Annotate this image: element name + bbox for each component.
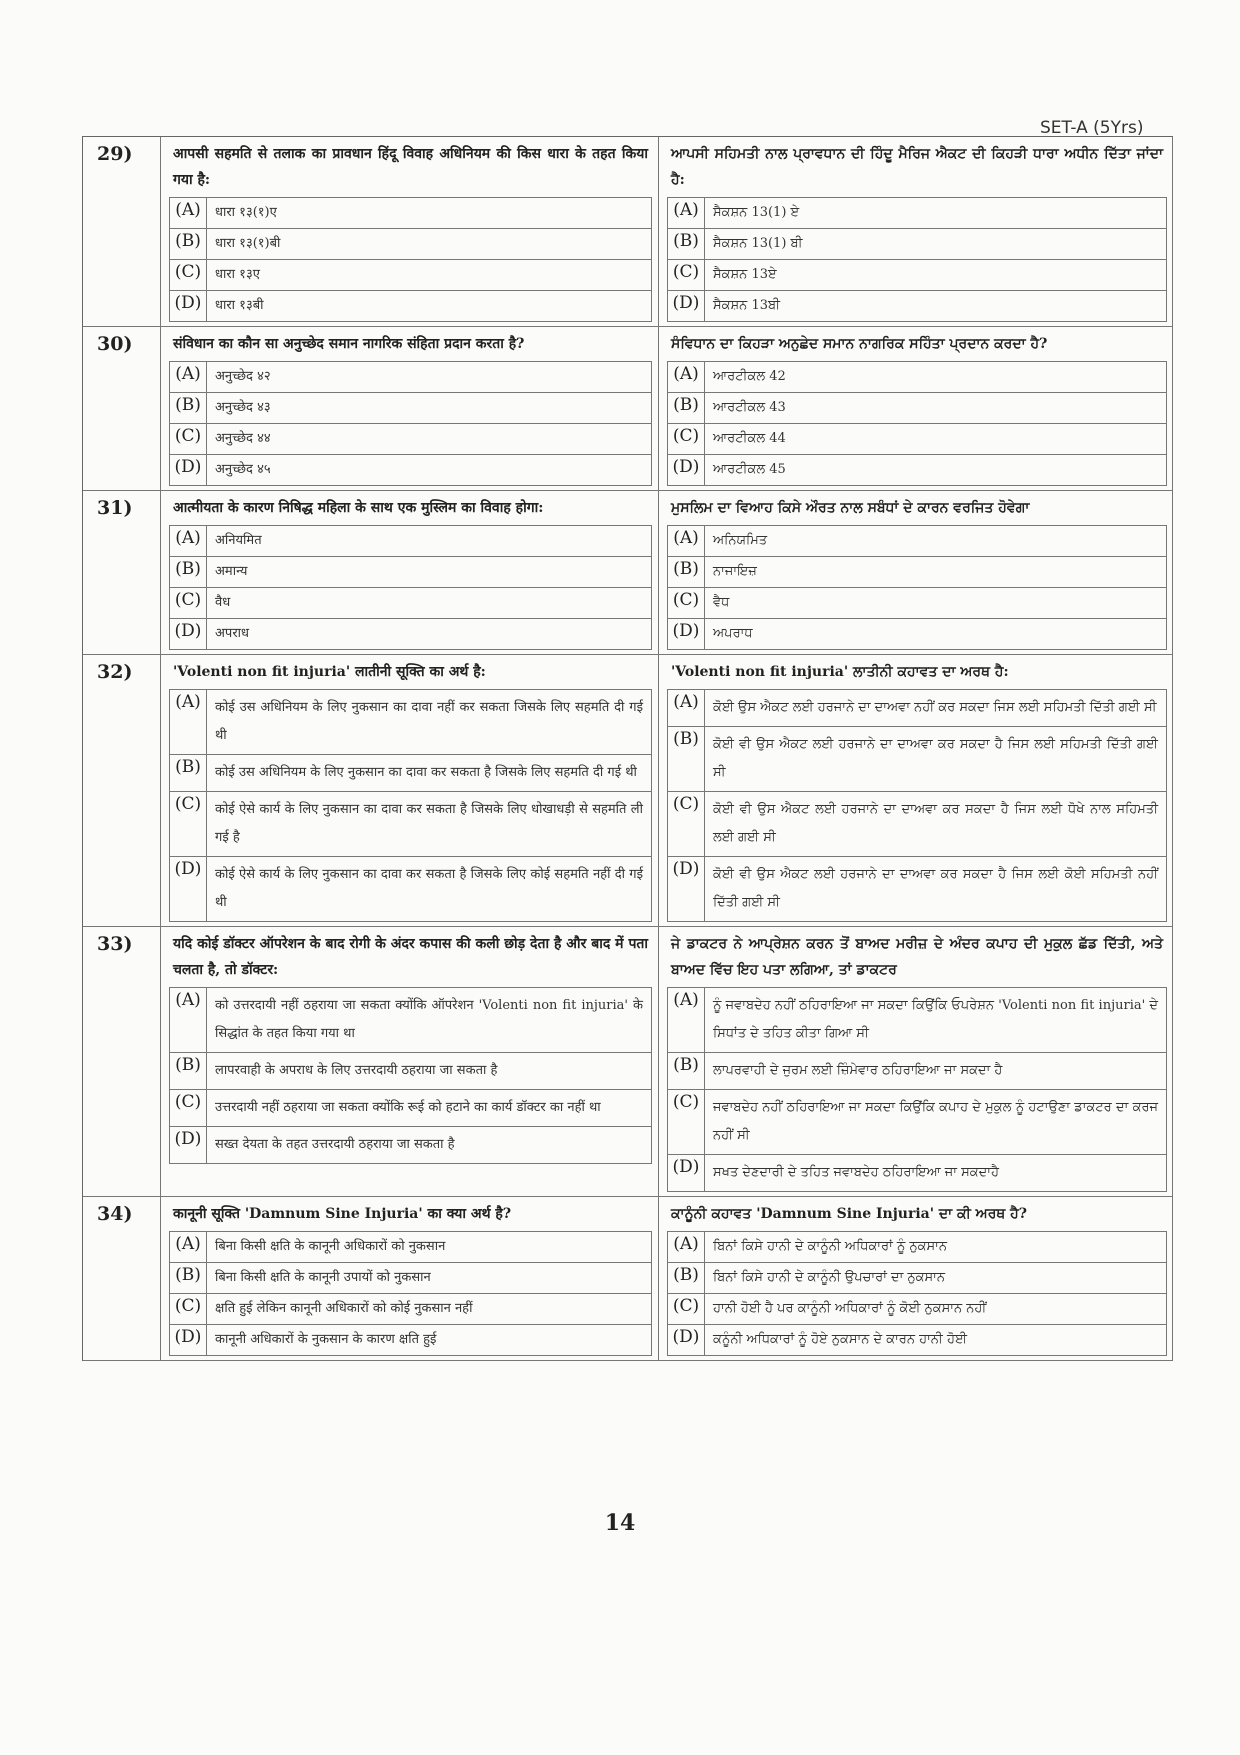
question-number: 30) xyxy=(83,327,161,490)
question-row xyxy=(83,327,1173,491)
option-row xyxy=(169,1231,652,1262)
option-label: (A) xyxy=(170,988,207,1052)
option-row xyxy=(667,259,1167,290)
hindi-column xyxy=(161,655,659,926)
option-row xyxy=(169,197,652,228)
option-text: ਕੋਈ ਵੀ ਉਸ ਐਕਟ ਲਈ ਹਰਜਾਨੇ ਦਾ ਦਾਅਵਾ ਕਰ ਸਕਦਾ ਹੈ ਜਿਸ ਲਈ ਸਹਿਮਤੀ ਦਿੱਤੀ ਗਈ ਸੀ xyxy=(713,737,1158,780)
option-row xyxy=(169,1293,652,1324)
option-label: (D) xyxy=(170,291,207,321)
option-row xyxy=(169,556,652,587)
option-label: (C) xyxy=(668,1294,705,1324)
option-text: ਹਾਨੀ ਹੋਈ ਹੈ ਪਰ ਕਾਨੂੰਨੀ ਅਧਿਕਾਰਾਂ ਨੂੰ ਕੋਈ ਨੁਕਸਾਨ ਨਹੀਂ xyxy=(713,1301,987,1316)
option-row xyxy=(169,587,652,618)
option-label: (A) xyxy=(170,1232,207,1262)
option-row xyxy=(667,556,1167,587)
options-list xyxy=(169,1231,652,1356)
options-list xyxy=(667,987,1167,1192)
option-row xyxy=(667,228,1167,259)
option-label: (B) xyxy=(170,1053,207,1089)
hindi-column xyxy=(161,491,659,654)
option-row xyxy=(169,1052,652,1089)
question-number: 34) xyxy=(83,1197,161,1360)
punjabi-column xyxy=(659,927,1173,1196)
option-label: (A) xyxy=(170,690,207,754)
option-label: (D) xyxy=(170,455,207,485)
options-list xyxy=(169,987,652,1164)
option-row xyxy=(169,361,652,392)
option-label: (C) xyxy=(170,260,207,290)
option-text: ਕਨੂੰਨੀ ਅਧਿਕਾਰਾਂ ਨੂੰ ਹੋਏ ਨੁਕਸਾਨ ਦੇ ਕਾਰਨ ਹਾਨੀ ਹੋਈ xyxy=(713,1332,968,1347)
question-stem: आपसी सहमति से तलाक का प्रावधान हिंदू विवाह अधिनियम की किस धारा के तहत किया गया है: xyxy=(173,146,648,188)
option-text: अनुच्छेद ४२ xyxy=(215,369,271,384)
option-label: (D) xyxy=(668,857,705,921)
option-label: (C) xyxy=(668,588,705,618)
option-label: (B) xyxy=(170,755,207,791)
option-row xyxy=(667,987,1167,1052)
option-label: (B) xyxy=(668,393,705,423)
option-row xyxy=(667,1262,1167,1293)
option-text: कानूनी अधिकारों के नुकसान के कारण क्षति हुई xyxy=(215,1332,437,1347)
option-text: ਨਾਜਾਇਜ਼ xyxy=(713,564,757,579)
question-number: 31) xyxy=(83,491,161,654)
option-text: ਅਨਿਯਮਿਤ xyxy=(713,533,768,548)
option-row xyxy=(667,856,1167,921)
question-stem: 'Volenti non fit injuria' ਲਾਤੀਨੀ ਕਹਾਵਤ ਦਾ ਅਰਥ ਹੈ: xyxy=(671,664,1009,680)
hindi-column xyxy=(161,137,659,326)
option-text: अनुच्छेद ४३ xyxy=(215,400,271,415)
option-label: (D) xyxy=(170,857,207,921)
option-label: (A) xyxy=(668,690,705,726)
option-label: (C) xyxy=(170,588,207,618)
option-row xyxy=(667,1324,1167,1355)
option-text: लापरवाही के अपराध के लिए उत्तरदायी ठहराया जा सकता है xyxy=(215,1063,498,1078)
option-label: (A) xyxy=(170,362,207,392)
option-text: अपराध xyxy=(215,626,249,641)
page-number: 14 xyxy=(604,1510,636,1536)
option-text: ਕੋਈ ਵੀ ਉਸ ਐਕਟ ਲਈ ਹਰਜਾਨੇ ਦਾ ਦਾਅਵਾ ਕਰ ਸਕਦਾ ਹੈ ਜਿਸ ਲਈ ਕੋਈ ਸਹਿਮਤੀ ਨਹੀਂ ਦਿੱਤੀ ਗਈ ਸੀ xyxy=(713,867,1158,910)
option-label: (D) xyxy=(668,619,705,649)
option-text: धारा १३बी xyxy=(215,298,264,313)
option-text: ਸੈਕਸ਼ਨ 13ਏ xyxy=(713,267,777,282)
option-text: कोई ऐसे कार्य के लिए नुकसान का दावा कर सकता है जिसके लिए कोई सहमति नहीं दी गई थी xyxy=(215,867,643,910)
options-list xyxy=(667,197,1167,322)
option-label: (C) xyxy=(170,424,207,454)
option-label: (D) xyxy=(668,455,705,485)
option-text: सख्त देयता के तहत उत्तरदायी ठहराया जा सकता है xyxy=(215,1137,455,1152)
options-list xyxy=(169,525,652,650)
option-label: (B) xyxy=(668,1053,705,1089)
question-stem: ਸੰਵਿਧਾਨ ਦਾ ਕਿਹੜਾ ਅਨੁਛੇਦ ਸਮਾਨ ਨਾਗਰਿਕ ਸਹਿੰਤਾ ਪ੍ਰਦਾਨ ਕਰਦਾ ਹੈ? xyxy=(671,336,1048,352)
option-label: (A) xyxy=(668,198,705,228)
option-row xyxy=(667,726,1167,791)
option-row xyxy=(667,392,1167,423)
punjabi-column xyxy=(659,491,1173,654)
option-row xyxy=(169,618,652,649)
option-row xyxy=(667,1231,1167,1262)
option-text: वैध xyxy=(215,595,231,610)
option-text: को उत्तरदायी नहीं ठहराया जा सकता क्योंकि ऑपरेशन 'Volenti non fit injuria' के सिद्धांत के तहत किया गया था xyxy=(215,998,643,1041)
question-stem: आत्मीयता के कारण निषिद्ध महिला के साथ एक मुस्लिम का विवाह होगा: xyxy=(173,500,544,516)
option-row xyxy=(169,1324,652,1355)
option-text: ਆਰਟੀਕਲ 45 xyxy=(713,462,786,477)
option-text: ਕੋਈ ਵੀ ਉਸ ਐਕਟ ਲਈ ਹਰਜਾਨੇ ਦਾ ਦਾਅਵਾ ਕਰ ਸਕਦਾ ਹੈ ਜਿਸ ਲਈ ਧੋਖੇ ਨਾਲ ਸਹਿਮਤੀ ਲਈ ਗਈ ਸੀ xyxy=(713,802,1158,845)
question-stem: ਆਪਸੀ ਸਹਿਮਤੀ ਨਾਲ ਪ੍ਰਾਵਧਾਨ ਦੀ ਹਿੰਦੂ ਮੈਰਿਜ ਐਕਟ ਦੀ ਕਿਹੜੀ ਧਾਰਾ ਅਧੀਨ ਦਿੱਤਾ ਜਾਂਦਾ ਹੈ: xyxy=(671,146,1163,188)
question-number: 29) xyxy=(83,137,161,326)
option-label: (B) xyxy=(170,557,207,587)
question-stem: 'Volenti non fit injuria' लातीनी सूक्ति का अर्थ है: xyxy=(173,664,486,680)
option-text: ਜਵਾਬਦੇਹ ਨਹੀਂ ਠਹਿਰਾਇਆ ਜਾ ਸਕਦਾ ਕਿਉਂਕਿ ਕਪਾਹ ਦੇ ਮੁਕੁਲ ਨੂੰ ਹਟਾਉਣਾ ਡਾਕਟਰ ਦਾ ਕਰਜ ਨਹੀਂ ਸੀ xyxy=(713,1100,1159,1143)
option-text: बिना किसी क्षति के कानूनी उपायों को नुकसान xyxy=(215,1270,431,1285)
option-row xyxy=(667,290,1167,321)
option-text: उत्तरदायी नहीं ठहराया जा सकता क्योंकि रूई को हटाने का कार्य डॉक्टर का नहीं था xyxy=(215,1100,601,1115)
option-text: ਸੈਕਸ਼ਨ 13(1) ਬੀ xyxy=(713,236,803,251)
options-list xyxy=(169,361,652,486)
option-row xyxy=(667,1293,1167,1324)
option-text: अनुच्छेद ४४ xyxy=(215,431,271,446)
option-text: ਆਰਟੀਕਲ 44 xyxy=(713,431,786,446)
option-text: ਬਿਨਾਂ ਕਿਸੇ ਹਾਨੀ ਦੇ ਕਾਨੂੰਨੀ ਉਪਚਾਰਾਂ ਦਾ ਨੁਕਸਾਨ xyxy=(713,1270,945,1285)
option-label: (D) xyxy=(668,1325,705,1355)
option-label: (B) xyxy=(170,393,207,423)
option-text: ਲਾਪਰਵਾਹੀ ਦੇ ਜੁਰਮ ਲਈ ਜ਼ਿੰਮੇਵਾਰ ਠਹਿਰਾਇਆ ਜਾ ਸਕਦਾ ਹੈ xyxy=(713,1063,1003,1078)
question-stem: यदि कोई डॉक्टर ऑपरेशन के बाद रोगी के अंदर कपास की कली छोड़ देता है और बाद में पता चलता है, तो डॉक्टर: xyxy=(173,936,648,978)
option-label: (A) xyxy=(668,526,705,556)
punjabi-column xyxy=(659,1197,1173,1360)
option-row xyxy=(169,259,652,290)
option-text: धारा १३(१)बी xyxy=(215,236,281,251)
option-row xyxy=(667,1052,1167,1089)
question-row xyxy=(83,1197,1173,1361)
option-text: ਆਰਟੀਕਲ 43 xyxy=(713,400,786,415)
options-list xyxy=(169,197,652,322)
option-text: ਅਪਰਾਧ xyxy=(713,626,753,641)
option-text: ਸੈਕਸ਼ਨ 13ਬੀ xyxy=(713,298,781,313)
option-row xyxy=(169,856,652,921)
option-text: क्षति हुई लेकिन कानूनी अधिकारों को कोई नुकसान नहीं xyxy=(215,1301,473,1316)
option-row xyxy=(169,228,652,259)
option-row xyxy=(169,392,652,423)
option-label: (D) xyxy=(170,1325,207,1355)
option-text: ਕੋਈ ਉਸ ਐਕਟ ਲਈ ਹਰਜਾਨੇ ਦਾ ਦਾਅਵਾ ਨਹੀਂ ਕਰ ਸਕਦਾ ਜਿਸ ਲਈ ਸਹਿਮਤੀ ਦਿੱਤੀ ਗਈ ਸੀ xyxy=(713,700,1157,715)
option-label: (C) xyxy=(668,260,705,290)
option-label: (B) xyxy=(668,557,705,587)
punjabi-column xyxy=(659,327,1173,490)
option-row xyxy=(169,791,652,856)
option-text: ਸੈਕਸ਼ਨ 13(1) ਏ xyxy=(713,205,800,220)
option-label: (B) xyxy=(668,727,705,791)
option-row xyxy=(169,1089,652,1126)
punjabi-column xyxy=(659,137,1173,326)
question-table xyxy=(82,136,1173,1361)
set-label: SET-A (5Yrs) xyxy=(1040,118,1144,138)
option-label: (C) xyxy=(668,1090,705,1154)
option-text: कोई उस अधिनियम के लिए नुकसान का दावा नहीं कर सकता जिसके लिए सहमति दी गई थी xyxy=(215,700,643,743)
option-label: (A) xyxy=(668,988,705,1052)
option-label: (D) xyxy=(170,619,207,649)
option-label: (B) xyxy=(668,229,705,259)
question-row xyxy=(83,137,1173,327)
option-row xyxy=(169,754,652,791)
option-label: (C) xyxy=(170,792,207,856)
option-row xyxy=(667,423,1167,454)
option-label: (B) xyxy=(170,1263,207,1293)
option-row xyxy=(169,525,652,556)
option-label: (A) xyxy=(668,1232,705,1262)
option-row xyxy=(169,423,652,454)
option-row xyxy=(169,689,652,754)
option-text: धारा १३ए xyxy=(215,267,260,282)
option-label: (C) xyxy=(668,424,705,454)
options-list xyxy=(169,689,652,922)
option-label: (A) xyxy=(668,362,705,392)
option-row xyxy=(667,587,1167,618)
option-row xyxy=(169,1262,652,1293)
question-stem: ਮੁਸਲਿਮ ਦਾ ਵਿਆਹ ਕਿਸੇ ਔਰਤ ਨਾਲ ਸਬੰਧਾਂ ਦੇ ਕਾਰਨ ਵਰਜਿਤ ਹੋਵੇਗਾ xyxy=(671,500,1030,516)
option-label: (D) xyxy=(170,1127,207,1163)
question-stem: कानूनी सूक्ति 'Damnum Sine Injuria' का क्या अर्थ है? xyxy=(173,1206,512,1222)
option-row xyxy=(169,1126,652,1163)
option-row xyxy=(169,987,652,1052)
question-number: 32) xyxy=(83,655,161,926)
question-row xyxy=(83,491,1173,655)
option-label: (A) xyxy=(170,526,207,556)
option-label: (D) xyxy=(668,1155,705,1191)
option-label: (C) xyxy=(668,792,705,856)
options-list xyxy=(667,361,1167,486)
options-list xyxy=(667,1231,1167,1356)
option-text: कोई उस अधिनियम के लिए नुकसान का दावा कर सकता है जिसके लिए सहमति दी गई थी xyxy=(215,765,637,780)
option-row xyxy=(667,689,1167,726)
question-row xyxy=(83,655,1173,927)
question-row xyxy=(83,927,1173,1197)
option-row xyxy=(667,1154,1167,1191)
option-text: ਵੈਧ xyxy=(713,595,730,610)
option-row xyxy=(667,361,1167,392)
question-number: 33) xyxy=(83,927,161,1196)
hindi-column xyxy=(161,327,659,490)
question-stem: संविधान का कौन सा अनुच्छेद समान नागरिक संहिता प्रदान करता है? xyxy=(173,336,525,352)
hindi-column xyxy=(161,1197,659,1360)
option-text: ਨੂੰ ਜਵਾਬਦੇਹ ਨਹੀਂ ਠਹਿਰਾਇਆ ਜਾ ਸਕਦਾ ਕਿਉਂਕਿ ਓਪਰੇਸ਼ਨ 'Volenti non fit injuria' ਦੇ ਸਿਧਾਂਤ ਦੇ ਤਹਿਤ ਕੀਤਾ ਗਿਆ ਸੀ xyxy=(713,998,1158,1041)
option-text: कोई ऐसे कार्य के लिए नुकसान का दावा कर सकता है जिसके लिए धोखाधड़ी से सहमति ली गई है xyxy=(215,802,643,845)
option-row xyxy=(667,618,1167,649)
option-row xyxy=(667,791,1167,856)
option-label: (D) xyxy=(668,291,705,321)
option-text: अमान्य xyxy=(215,564,248,579)
option-label: (B) xyxy=(668,1263,705,1293)
option-row xyxy=(667,525,1167,556)
option-row xyxy=(169,290,652,321)
hindi-column xyxy=(161,927,659,1196)
option-label: (C) xyxy=(170,1294,207,1324)
option-text: बिना किसी क्षति के कानूनी अधिकारों को नुकसान xyxy=(215,1239,446,1254)
option-text: अनियमित xyxy=(215,533,262,548)
options-list xyxy=(667,525,1167,650)
option-text: अनुच्छेद ४५ xyxy=(215,462,271,477)
question-stem: ਕਾਨੂੰਨੀ ਕਹਾਵਤ 'Damnum Sine Injuria' ਦਾ ਕੀ ਅਰਥ ਹੈ? xyxy=(671,1206,1027,1222)
option-label: (A) xyxy=(170,198,207,228)
option-text: ਆਰਟੀਕਲ 42 xyxy=(713,369,786,384)
punjabi-column xyxy=(659,655,1173,926)
question-stem: ਜੇ ਡਾਕਟਰ ਨੇ ਆਪ੍ਰੇਸ਼ਨ ਕਰਨ ਤੋਂ ਬਾਅਦ ਮਰੀਜ਼ ਦੇ ਅੰਦਰ ਕਪਾਹ ਦੀ ਮੁਕੁਲ ਛੱਡ ਦਿੱਤੀ, ਅਤੇ ਬਾਅਦ ਵਿੱਚ ਇਹ ਪਤਾ ਲਗਿਆ, ਤਾਂ ਡਾਕਟਰ xyxy=(671,936,1163,978)
option-row xyxy=(667,1089,1167,1154)
options-list xyxy=(667,689,1167,922)
option-text: ਬਿਨਾਂ ਕਿਸੇ ਹਾਨੀ ਦੇ ਕਾਨੂੰਨੀ ਅਧਿਕਾਰਾਂ ਨੂੰ ਨੁਕਸਾਨ xyxy=(713,1239,947,1254)
option-text: धारा १३(१)ए xyxy=(215,205,277,220)
option-text: ਸਖਤ ਦੇਣਦਾਰੀ ਦੇ ਤਹਿਤ ਜਵਾਬਦੇਹ ਠਹਿਰਾਇਆ ਜਾ ਸਕਦਾਹੈ xyxy=(713,1165,999,1180)
option-label: (C) xyxy=(170,1090,207,1126)
option-row xyxy=(667,197,1167,228)
option-row xyxy=(667,454,1167,485)
option-label: (B) xyxy=(170,229,207,259)
option-row xyxy=(169,454,652,485)
